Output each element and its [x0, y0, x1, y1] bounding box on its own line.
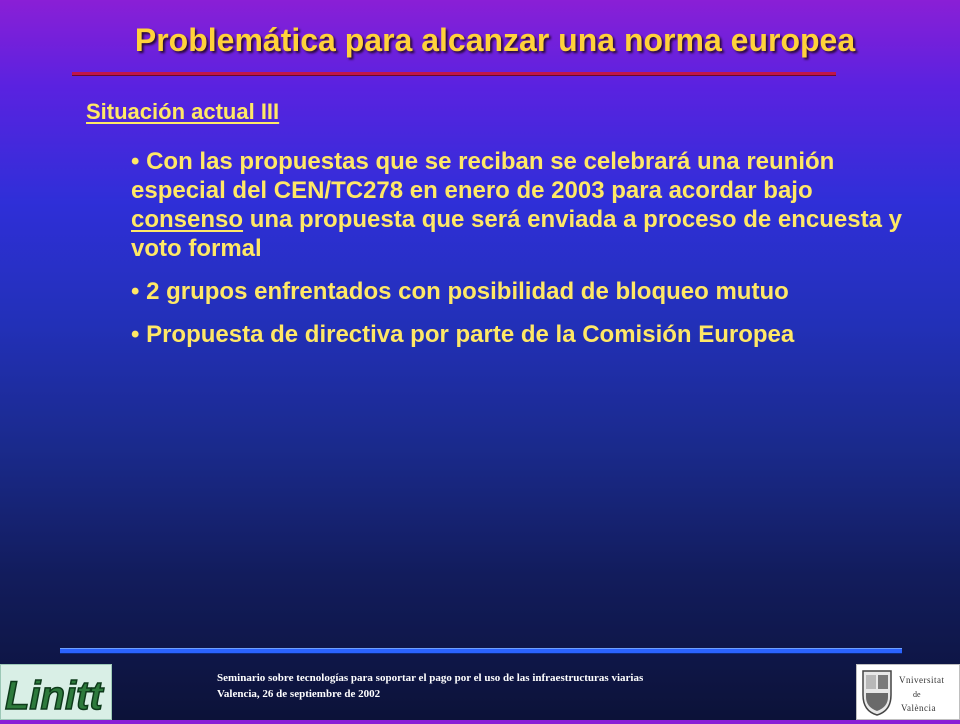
- bullet-item: [131, 277, 921, 306]
- bullet-marker: •: [131, 148, 140, 175]
- linitt-logo-text: Linitt: [5, 674, 103, 718]
- bullet-list: [131, 147, 921, 363]
- university-logo-word-3: València: [901, 703, 936, 713]
- slide-subtitle: Situación actual III: [86, 99, 280, 124]
- footer-date-line: Valencia, 26 de septiembre de 2002: [217, 688, 381, 700]
- universitat-valencia-logo: [856, 664, 960, 720]
- bullet-text: Propuesta de directiva por parte de la Comisión Europea: [146, 321, 795, 348]
- title-underline-rule: [72, 72, 836, 75]
- bullet-text: 2 grupos enfrentados con posibilidad de bloqueo mutuo: [146, 278, 789, 305]
- slide-title: Problemática para alcanzar una norma europea: [134, 22, 856, 58]
- university-logo-word-1: Vniversitat: [899, 675, 945, 685]
- university-logo-word-2: de: [913, 690, 921, 699]
- bullet-text-start: Con las propuestas que se reciban se celebrará una reunión especial del CEN/TC278 en enero de 2003 para acordar bajo: [131, 148, 835, 204]
- bullet-marker: •: [131, 278, 140, 305]
- bullet-item: [131, 320, 921, 349]
- linitt-logo-graphic: [1, 665, 111, 719]
- footer-divider: [60, 648, 902, 654]
- university-shield-icon: [863, 671, 891, 715]
- university-logo-graphic: [857, 665, 959, 719]
- underlined-word-consenso: consenso: [131, 206, 244, 233]
- bullet-text-end: una propuesta que será enviada a proceso de encuesta y voto formal: [131, 206, 902, 262]
- footer-seminar-line: Seminario sobre tecnologías para soportar el pago por el uso de las infraestructuras viarias: [217, 672, 644, 684]
- footer-caption: [217, 670, 643, 702]
- bullet-marker: •: [131, 321, 140, 348]
- linitt-logo: [0, 664, 112, 720]
- bullet-item: [131, 147, 921, 263]
